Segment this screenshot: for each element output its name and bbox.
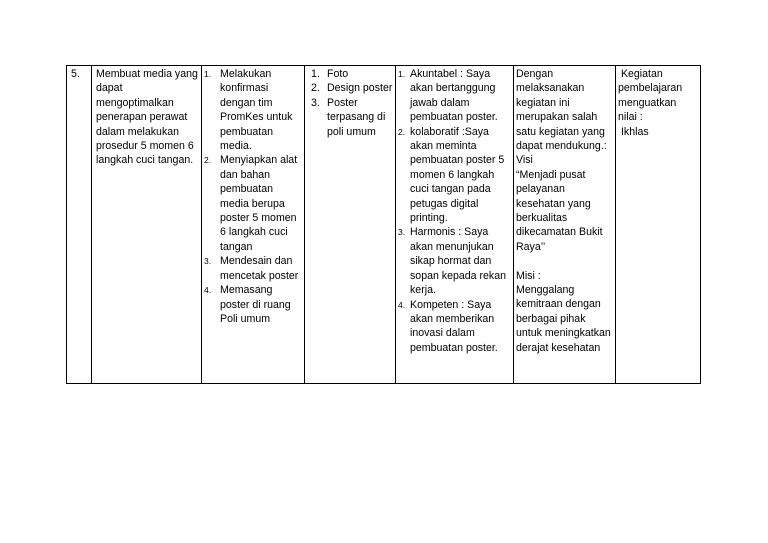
misi-label: Misi : [516, 269, 541, 282]
list-number: 2. [398, 126, 406, 137]
steps-list [204, 67, 302, 326]
list-text: Poster terpasang di poli umum [327, 96, 386, 138]
list-number: 1. [398, 69, 406, 79]
list-number: 4. [204, 285, 212, 296]
list-number: 3. [204, 256, 212, 267]
list-item [398, 225, 511, 297]
list-number: 1. [204, 69, 212, 79]
activity-text: Membuat media yang dapat mengoptimalkan penerapan perawat dalam melakukan prosedur 5 momen 6 langkah cuci tangan. [96, 68, 198, 167]
list-item [204, 67, 302, 153]
support-cell [514, 66, 616, 384]
misi-text: Menggalang kemitraan dengan berbagai pihak untuk meningkatkan derajat kesehatan [516, 284, 611, 354]
list-text: Akuntabel : Saya akan bertanggung jawab dalam pembuatan poster. [410, 68, 498, 124]
row-number-cell [67, 66, 92, 384]
row-number: 5. [71, 68, 80, 80]
list-item [398, 67, 511, 125]
outputs-list [307, 67, 393, 139]
list-item [204, 153, 302, 254]
table-row [67, 66, 701, 384]
list-item [204, 254, 302, 283]
visi-label: Visi [516, 154, 533, 167]
paragraph-spacer [516, 254, 613, 268]
list-number: 4. [398, 299, 406, 310]
list-text: Mendesain dan mencetak poster [220, 255, 299, 282]
values-list [398, 67, 511, 355]
list-text: Memasang poster di ruang Poli umum [220, 284, 291, 325]
list-item [311, 96, 393, 139]
list-text: Harmonis : Saya akan menunjukan sikap hormat dan sopan kepada rekan kerja. [410, 226, 507, 297]
list-number: 3. [311, 96, 320, 109]
list-number: 1. [311, 68, 320, 80]
list-text: Melakukan konfirmasi dengan tim PromKes untuk pembuatan media. [220, 68, 293, 153]
list-text: Kompeten : Saya akan memberikan inovasi dalam pembuatan poster. [410, 298, 498, 354]
list-item [311, 67, 393, 81]
list-text: Menyiapkan alat dan bahan pembuatan media berupa poster 5 momen 6 langkah cuci tangan [220, 154, 298, 253]
activity-table [66, 65, 701, 384]
list-number: 2. [311, 82, 320, 95]
list-number: 3. [398, 227, 406, 238]
activity-cell [92, 66, 202, 384]
lesson-cell [616, 66, 701, 384]
values-cell [396, 66, 514, 384]
list-text: kolaboratif :Saya akan meminta pembuatan poster 5 momen 6 langkah cuci tangan pada petugas digital printing. [410, 125, 505, 225]
steps-cell [202, 66, 305, 384]
list-item [398, 125, 511, 226]
lesson-text: Kegiatan pembelajaran menguatkan nilai : [618, 68, 686, 124]
list-item [311, 81, 393, 95]
list-text: Foto [327, 68, 349, 80]
list-item [204, 283, 302, 326]
list-text: Design poster [327, 82, 393, 95]
outputs-cell [305, 66, 396, 384]
visi-text: “Menjadi pusat pelayanan kesehatan yang berkualitas dikecamatan Bukit Raya’’ [516, 168, 603, 253]
support-intro: Dengan melaksanakan kegiatan ini merupakan salah satu kegiatan yang dapat mendukung.: [516, 68, 607, 153]
lesson-value: Ikhlas [618, 125, 649, 138]
list-number: 2. [204, 155, 212, 166]
list-item [398, 298, 511, 356]
